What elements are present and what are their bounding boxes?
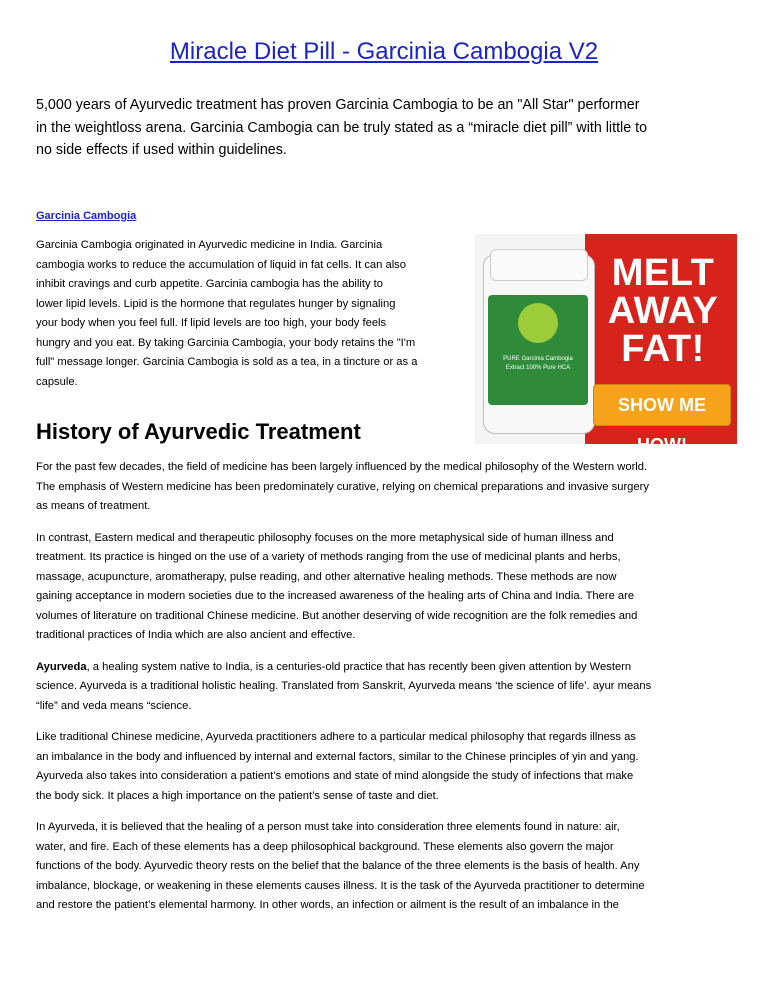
- paragraph-line: science. Ayurveda is a traditional holistic healing. Translated from Sanskrit, Ayurveda means ‘the science of life’. ayur means: [36, 680, 652, 692]
- section-heading: History of Ayurvedic Treatment: [36, 419, 361, 444]
- paragraph-line: [36, 658, 736, 678]
- intro-line: 5,000 years of Ayurvedic treatment has proven Garcinia Cambogia to be an "All Star" performer: [36, 97, 640, 113]
- paragraph-line: and restore the patient’s elemental harmony. In other words, an infection or ailment is the result of an imbalance in the: [36, 899, 619, 911]
- description-line: your body when you feel full. If lipid levels are too high, your body feels: [36, 317, 387, 329]
- description-line: hungry and you eat. By taking Garcinia Cambogia, your body retains the "I'm: [36, 336, 416, 349]
- description-line: inhibit cravings and curb appetite. Garcinia cambogia has the ability to: [36, 278, 384, 290]
- paragraph: [36, 818, 736, 916]
- paragraph-line: Like traditional Chinese medicine, Ayurveda practitioners adhere to a particular medical philosophy that regards illness as: [36, 731, 636, 743]
- bottle-label-text: PURE Garcinia Cambogia Extract 100% Pure HCA: [503, 356, 573, 371]
- intro-line: in the weightloss arena. Garcinia Cambogia can be truly stated as a “miracle diet pill” with little to: [36, 119, 648, 136]
- paragraph-line: volumes of literature on traditional Chinese medicine. But another deserving of wide recognition are the folk remedies and: [36, 609, 638, 622]
- article-body: [36, 458, 736, 928]
- description-line: capsule.: [36, 375, 78, 388]
- paragraph-line: water, and fire. Each of these elements has a deep philosophical background. These elements also govern the major: [36, 840, 614, 853]
- page-title[interactable]: Miracle Diet Pill - Garcinia Cambogia V2: [169, 38, 599, 65]
- description-line: full" message longer. Garcinia Cambogia is sold as a tea, in a tincture or as a: [36, 356, 418, 368]
- ad-headline-line: AWAY: [607, 290, 719, 332]
- description-line: lower lipid levels. Lipid is the hormone that regulates hunger by signaling: [36, 297, 396, 310]
- intro-paragraph: [36, 94, 736, 162]
- paragraph-line: gaining acceptance in modern societies due to the increased awareness of the healing arts of China and India. There are: [36, 590, 635, 602]
- paragraph: [36, 658, 736, 717]
- paragraph-line: For the past few decades, the field of medicine has been largely influenced by the medical philosophy of the Western world.: [36, 461, 648, 473]
- paragraph-line: imbalance, blockage, or weakening in these elements causes illness. It is the task of the Ayurveda practitioner to determine: [36, 879, 645, 892]
- paragraph-line: functions of the body. Ayurvedic theory rests on the belief that the balance of the three elements is the basis of health. Any: [36, 860, 640, 872]
- ad-headline-line: FAT!: [621, 328, 705, 370]
- paragraph-line: treatment. Its practice is hinged on the use of a variety of methods ranging from the use of medicinal plants and herbs,: [36, 551, 621, 563]
- description-line: cambogia works to reduce the accumulation of liquid in fat cells. It can also: [36, 258, 407, 271]
- melt-away-fat-ad[interactable]: [475, 234, 737, 455]
- paragraph-line: the body sick. It places a high importance on the patient’s sense of taste and diet.: [36, 789, 439, 802]
- paragraph: [36, 458, 736, 517]
- show-me-how-button[interactable]: SHOW ME HOW!: [593, 384, 731, 426]
- paragraph: [36, 529, 736, 646]
- paragraph-line: In Ayurveda, it is believed that the healing of a person must take into consideration three elements found in nature: air,: [36, 821, 620, 833]
- garcinia-cambogia-link[interactable]: Garcinia Cambogia: [36, 210, 137, 222]
- paragraph-line: traditional practices of India which are also ancient and effective.: [36, 629, 356, 641]
- ad-headline: [595, 254, 731, 368]
- paragraph: [36, 728, 736, 806]
- supplement-bottle-image: [483, 254, 595, 434]
- bottle-cap: [490, 249, 588, 281]
- garcinia-description: [36, 236, 466, 392]
- ayurveda-bold: Ayurveda: [36, 660, 87, 673]
- ad-headline-line: MELT: [611, 252, 715, 294]
- bottle-label: [488, 295, 588, 405]
- paragraph-line: an imbalance in the body and influenced by internal and external factors, similar to the Chinese principles of yin and yang.: [36, 750, 639, 763]
- garcinia-fruit-icon: [518, 303, 558, 343]
- description-line: Garcinia Cambogia originated in Ayurvedic medicine in India. Garcinia: [36, 239, 383, 251]
- intro-line: no side effects if used within guidelines.: [36, 142, 287, 158]
- paragraph-line: massage, acupuncture, aromatherapy, pulse reading, and other alternative healing methods. These methods are now: [36, 570, 617, 583]
- paragraph-line: The emphasis of Western medicine has been predominately curative, relying on chemical preparations and invasive surgery: [36, 480, 649, 493]
- paragraph-line: Ayurveda also takes into consideration a patient’s emotions and state of mind alongside the study of infections that make: [36, 770, 634, 782]
- paragraph-line: “life” and veda means “science.: [36, 699, 192, 712]
- paragraph-line: In contrast, Eastern medical and therapeutic philosophy focuses on the more metaphysical side of human illness and: [36, 531, 614, 544]
- paragraph-line: as means of treatment.: [36, 500, 151, 512]
- paragraph-line-rest: , a healing system native to India, is a centuries-old practice that has recently been given attention by Western: [86, 660, 632, 673]
